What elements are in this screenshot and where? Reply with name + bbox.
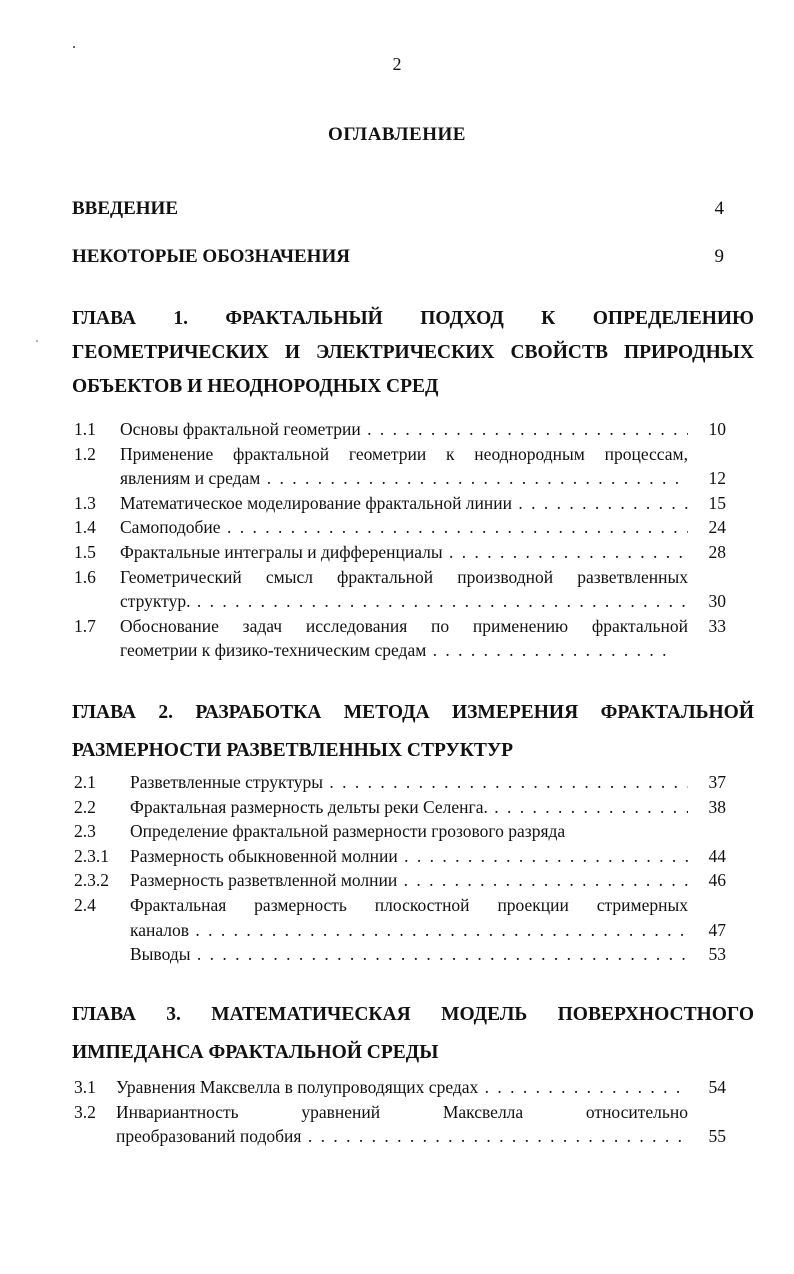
section-page: 54 [708, 1077, 726, 1097]
section-title: структур. . . [120, 589, 688, 614]
section-number: 1.3 [74, 492, 96, 513]
section-number: 3.1 [74, 1077, 96, 1097]
section-title: Фрактальные интегралы и дифференциалы . . [120, 540, 688, 565]
section-page: 38 [708, 796, 726, 817]
section-2-3-1[interactable] [74, 844, 726, 869]
section-title: Обоснование задач исследования по применению фрактальной [120, 615, 688, 636]
entry-page: 4 [714, 198, 724, 219]
scan-speck [36, 340, 38, 342]
section-number: 1.2 [74, 443, 96, 464]
section-1-1[interactable] [74, 417, 726, 442]
section-2-4[interactable] [74, 893, 726, 918]
section-title: Уравнения Максвелла в полупроводящих средах . . [116, 1075, 688, 1100]
section-2-1[interactable] [74, 770, 726, 795]
section-page: 46 [708, 870, 726, 891]
section-page: 10 [708, 419, 726, 439]
section-2-3-2[interactable] [74, 868, 726, 893]
section-conclusions[interactable] [74, 942, 726, 967]
section-2-4-cont[interactable] [74, 918, 726, 943]
toc-entry-notation[interactable] [72, 246, 724, 268]
section-title: Разветвленные структуры . . [130, 770, 688, 795]
section-3-2-cont[interactable] [74, 1124, 726, 1149]
section-page: 28 [708, 541, 726, 562]
chapter-3-heading[interactable] [72, 996, 754, 1072]
section-number: 2.1 [74, 772, 96, 792]
chapter-1-heading[interactable] [72, 302, 754, 404]
section-1-7-cont[interactable] [74, 638, 726, 663]
section-number: 2.4 [74, 894, 96, 915]
chapter-3-sections [74, 1075, 726, 1149]
section-page: 33 [708, 615, 726, 636]
section-1-4[interactable] [74, 515, 726, 540]
entry-page: 9 [714, 246, 724, 267]
section-1-6[interactable] [74, 565, 726, 590]
section-1-2[interactable] [74, 442, 726, 467]
section-title: Размерность обыкновенной молнии . . [130, 844, 688, 869]
section-title: явлениям и средам . . [120, 466, 688, 491]
section-title: Математическое моделирование фрактальной линии . . [120, 491, 688, 516]
section-number: 2.2 [74, 796, 96, 817]
section-1-6-cont[interactable] [74, 589, 726, 614]
section-page: 15 [708, 492, 726, 513]
section-page: 55 [708, 1126, 726, 1147]
section-page: 44 [708, 845, 726, 866]
section-title: Инвариантность уравнений Максвелла относительно [116, 1101, 688, 1122]
section-3-1[interactable] [74, 1075, 726, 1100]
section-page: 53 [708, 944, 726, 965]
toc-entry-introduction[interactable] [72, 198, 724, 220]
section-3-2[interactable] [74, 1100, 726, 1125]
section-page: 24 [708, 517, 726, 538]
section-number: 2.3 [74, 821, 96, 842]
page-number: 2 [392, 54, 402, 74]
section-1-7[interactable] [74, 614, 726, 639]
section-number: 1.4 [74, 517, 96, 538]
section-title: Размерность разветвленной молнии . . [130, 868, 688, 893]
section-title: Применение фрактальной геометрии к неоднородным процессам, [120, 443, 688, 464]
section-title: каналов . . [130, 918, 688, 943]
section-page: 30 [708, 591, 726, 612]
toc-title: ОГЛАВЛЕНИЕ [328, 124, 466, 145]
section-1-3[interactable] [74, 491, 726, 516]
section-title: Фрактальная размерность плоскостной проекции стримерных [130, 894, 688, 915]
entry-title: ВВЕДЕНИЕ [72, 198, 178, 219]
entry-title: НЕКОТОРЫЕ ОБОЗНАЧЕНИЯ [72, 246, 350, 267]
section-title: Основы фрактальной геометрии . . [120, 417, 688, 442]
section-number: 1.6 [74, 566, 96, 587]
section-number: 2.3.2 [74, 870, 109, 891]
section-number: 1.7 [74, 615, 96, 636]
scan-speck [73, 46, 75, 48]
section-page: 47 [708, 919, 726, 940]
chapter-heading-line: ГЛАВА 3. МАТЕМАТИЧЕСКАЯ МОДЕЛЬ ПОВЕРХНОСТНОГО [72, 1004, 754, 1025]
chapter-2-sections [74, 770, 726, 967]
section-1-5[interactable] [74, 540, 726, 565]
chapter-heading-line: ГЛАВА 1. ФРАКТАЛЬНЫЙ ПОДХОД К ОПРЕДЕЛЕНИЮ [72, 308, 754, 329]
chapter-heading-line: ГЛАВА 2. РАЗРАБОТКА МЕТОДА ИЗМЕРЕНИЯ ФРАКТАЛЬНОЙ [72, 702, 754, 723]
section-title: Геометрический смысл фрактальной производной разветвленных [120, 566, 688, 587]
chapter-1-sections [74, 417, 726, 663]
section-title: Фрактальная размерность дельты реки Селенга. . . [130, 795, 688, 820]
section-2-2[interactable] [74, 795, 726, 820]
section-page: 12 [708, 468, 726, 489]
chapter-2-heading[interactable] [72, 694, 754, 770]
section-title: геометрии к физико-техническим средам . . [120, 638, 676, 663]
section-title: Самоподобие . . [120, 515, 688, 540]
section-title: преобразований подобия . . [116, 1124, 688, 1149]
section-number: 1.1 [74, 419, 96, 439]
chapter-heading-line: ГЕОМЕТРИЧЕСКИХ И ЭЛЕКТРИЧЕСКИХ СВОЙСТВ ПРИРОДНЫХ [72, 342, 754, 363]
section-number: 1.5 [74, 541, 96, 562]
section-2-3[interactable] [74, 819, 726, 844]
chapter-heading-line: ИМПЕДАНСА ФРАКТАЛЬНОЙ СРЕДЫ [72, 1042, 439, 1063]
section-number: 3.2 [74, 1101, 96, 1122]
chapter-heading-line: ОБЪЕКТОВ И НЕОДНОРОДНЫХ СРЕД [72, 376, 439, 397]
section-title: Определение фрактальной размерности грозового разряда [130, 821, 566, 842]
chapter-heading-line: РАЗМЕРНОСТИ РАЗВЕТВЛЕННЫХ СТРУКТУР [72, 740, 514, 761]
section-title: Выводы . . [130, 942, 688, 967]
section-1-2-cont[interactable] [74, 466, 726, 491]
section-page: 37 [708, 772, 726, 792]
section-number: 2.3.1 [74, 845, 109, 866]
